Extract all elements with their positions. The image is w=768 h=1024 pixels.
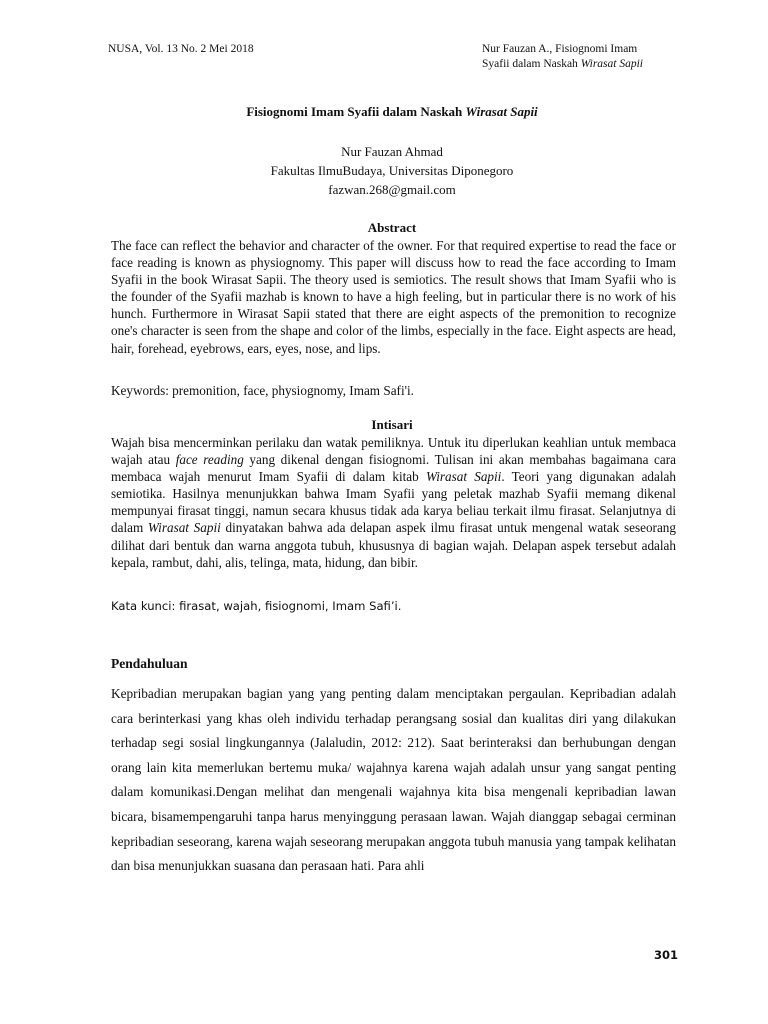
paper-title-italic: Wirasat Sapii xyxy=(465,104,538,119)
running-header-author-line1: Nur Fauzan A., Fisiognomi Imam xyxy=(482,43,638,55)
intisari-keywords xyxy=(111,598,676,614)
intisari-text-part1: Wajah bisa mencerminkan perilaku dan watak pemiliknya. Untuk itu diperlukan keahlian untuk membaca wajah atau xyxy=(111,435,676,468)
intisari-text-part2: yang dikenal dengan fisiognomi. Tulisan ini akan membahas bagaimana cara membaca wajah menurut Imam Syafii di dalam kitab xyxy=(111,452,677,485)
author-affiliation: Fakultas IlmuBudaya, Universitas Diponegoro xyxy=(270,163,514,178)
intisari-text-part3: . Teori yang digunakan adalah semiotika. Hasilnya menunjukkan bahwa Imam Syafii yang peletak mazhab Syafii memang dikenal mempunyai firasat tinggi, namun secara khusus tidak ada karya beliau terkait ilmu firasat. Selanjutnya di dalam xyxy=(111,469,676,536)
pendahuluan-heading: Pendahuluan xyxy=(111,656,188,671)
abstract-keywords: Keywords: premonition, face, physiognomy, Imam Safi'i. xyxy=(111,383,414,398)
intisari-keywords-text: Kata kunci: firasat, wajah, fisiognomi, Imam Safi’i. xyxy=(111,599,402,613)
running-header-title-italic: Wirasat Sapii xyxy=(580,58,643,70)
intisari-italic-wirasat-sapii-2: Wirasat Sapii xyxy=(147,520,221,536)
author-name: Nur Fauzan Ahmad xyxy=(341,144,443,159)
abstract-text: The face can reflect the behavior and character of the owner. For that required expertise to read the face or face reading is known as physiognomy. This paper will discuss how to read the face according to Imam Syafii in the book Wirasat Sapii. The theory used is semiotics. The result shows that Imam Syafii who is the founder of the Syafii mazhab is known to have a high feeling, but in particular there is no work of his hunch. Furthermore in Wirasat Sapii stated that there are eight aspects of the premonition to recognize one's character is seen from the shape and color of the limbs, especially in the face. Eight aspects are head, hair, forehead, eyebrows, ears, eyes, nose, and lips. xyxy=(111,238,676,356)
running-header-author xyxy=(482,42,643,72)
paper-title-plain: Fisiognomi Imam Syafii dalam Naskah xyxy=(246,104,466,119)
abstract-heading: Abstract xyxy=(367,220,417,235)
author-email: fazwan.268@gmail.com xyxy=(328,182,456,197)
running-header-author-line2 xyxy=(482,57,643,72)
intisari-italic-wirasat-sapii-1: Wirasat Sapii xyxy=(425,469,502,485)
intisari-text xyxy=(111,434,676,571)
intisari-heading: Intisari xyxy=(371,417,413,432)
intisari-text-part4: dinyatakan bahwa ada delapan aspek ilmu firasat untuk mengenal watak seseorang dilihat dari bentuk dan warna anggota tubuh, khususnya di bagian wajah. Delapan aspek tersebut adalah kepala, rambut, dahi, alis, telinga, mata, hidung, dan bibir. xyxy=(111,520,676,570)
running-header-title-plain: Syafii dalam Naskah xyxy=(482,58,581,70)
intisari-italic-face-reading: face reading xyxy=(175,452,244,468)
paper-title xyxy=(108,104,676,120)
pendahuluan-text: Kepribadian merupakan bagian yang yang penting dalam menciptakan pergaulan. Kepribadian adalah cara berinterkasi yang khas oleh individu terhadap perangsang sosial dan kualitas diri yang dilakukan terhadap segi sosial lingkungannya (Jalaludin, 2012: 212). Saat berinteraksi dan berhubungan dengan orang lain kita memerlukan bertemu muka/ wajahnya karena wajah adalah unsur yang sangat penting dalam komunikasi.Dengan melihat dan mengenali wajahnya kita bisa mengenali kepribadian lawan bicara, bisamempengaruhi tanpa harus menyinggung perasaan lawan. Wajah dianggap sebagai cerminan kepribadian seseorang, karena wajah seseorang merupakan anggota tubuh manusia yang tampak kelihatan dan bisa menunjukkan suasana dan perasaan hati. Para ahli xyxy=(111,686,676,874)
running-header-journal: NUSA, Vol. 13 No. 2 Mei 2018 xyxy=(108,43,254,55)
author-block xyxy=(108,142,676,199)
page-number: 301 xyxy=(654,948,679,962)
